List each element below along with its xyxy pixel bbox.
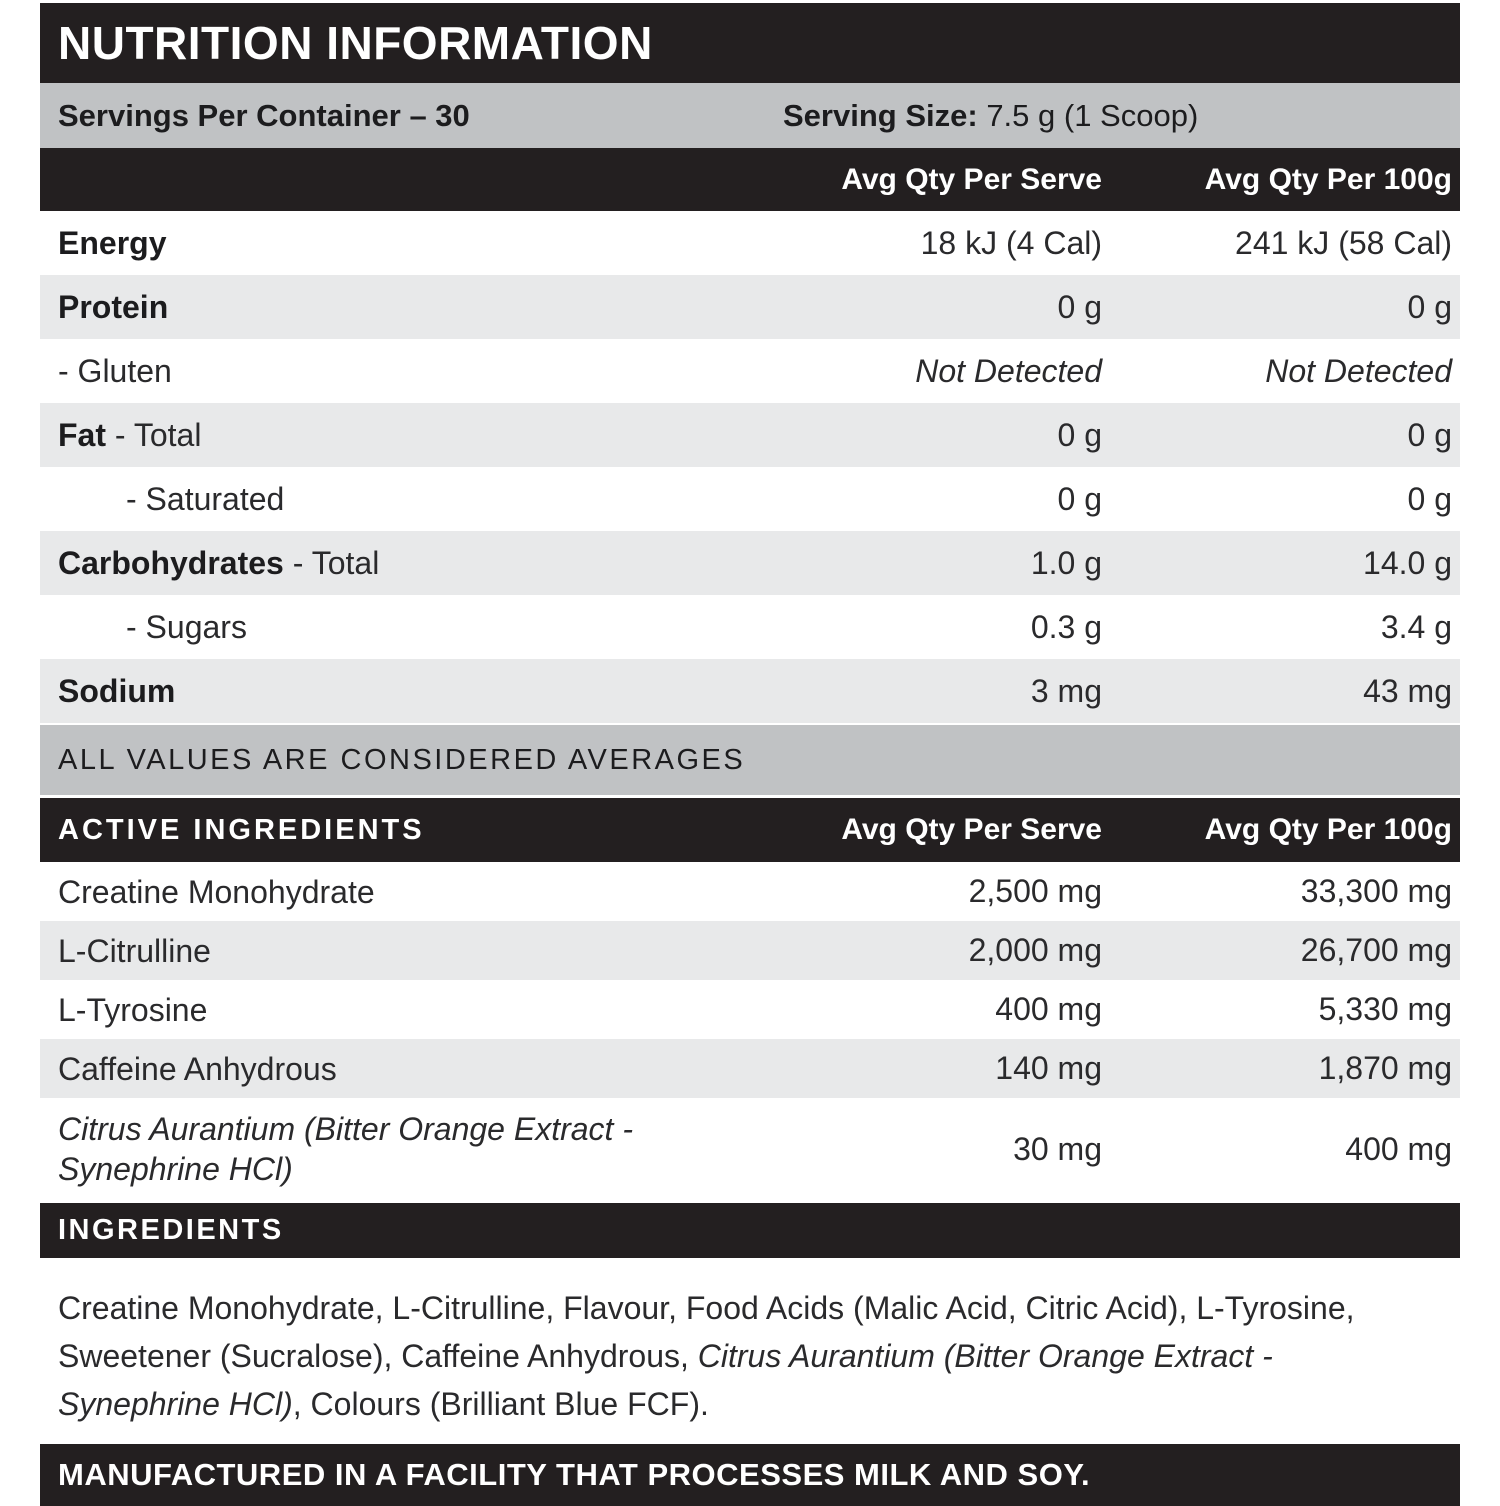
value-per-100g: 33,300 mg [1300, 873, 1452, 909]
value-per-serve: 2,500 mg [968, 873, 1102, 909]
nutrition-row [40, 595, 1460, 659]
col-header-per-100g: Avg Qty Per 100g [1204, 813, 1452, 846]
value-per-serve: 2,000 mg [968, 932, 1102, 968]
nutrition-table [40, 211, 1460, 723]
value-per-100g: 0 g [1407, 416, 1452, 453]
value-per-serve: 30 mg [1013, 1130, 1102, 1167]
value-per-100g: 43 mg [1363, 672, 1452, 709]
col-header-per-100g: Avg Qty Per 100g [1204, 162, 1452, 196]
ingredient-name: Caffeine Anhydrous [58, 1050, 337, 1087]
active-ingredients-title: ACTIVE INGREDIENTS [58, 813, 425, 846]
value-per-serve: 18 kJ (4 Cal) [920, 224, 1102, 261]
value-per-serve: 1.0 g [1030, 544, 1102, 581]
value-per-serve: Not Detected [915, 352, 1102, 389]
value-per-100g: 0 g [1407, 480, 1452, 517]
ingredients-text-part: Citrus Aurantium (Bitter Orange Extract - Synephrine HCl) [58, 1338, 1273, 1422]
serving-size-value: 7.5 g (1 Scoop) [986, 97, 1199, 133]
value-per-serve: 0 g [1057, 480, 1102, 517]
value-per-100g: 1,870 mg [1318, 1050, 1452, 1086]
value-per-serve: 400 mg [995, 991, 1102, 1027]
ingredient-name: Creatine Monohydrate [58, 873, 375, 910]
active-ingredients-header [40, 798, 1460, 862]
nutrient-label-bold: Energy [58, 224, 167, 261]
nutrient-label: - Sugars [126, 608, 247, 645]
value-per-100g: 3.4 g [1380, 608, 1452, 645]
servings-per-container: Servings Per Container – 30 [58, 97, 470, 133]
active-ingredient-row [40, 1039, 1460, 1098]
nutrient-label-bold: Fat [58, 416, 106, 453]
nutrition-row [40, 531, 1460, 595]
value-per-serve: 0 g [1057, 416, 1102, 453]
nutrient-label [58, 289, 772, 326]
value-per-100g: 14.0 g [1363, 544, 1452, 581]
nutrient-label: - Saturated [126, 480, 285, 517]
value-per-100g: 26,700 mg [1300, 932, 1452, 968]
nutrition-row [40, 211, 1460, 275]
nutrient-label [58, 673, 772, 710]
serving-size [783, 98, 1198, 134]
nutrient-label: - Gluten [58, 352, 172, 389]
ingredients-paragraph [40, 1284, 1460, 1428]
value-per-100g: Not Detected [1265, 352, 1452, 389]
nutrient-label-bold: Carbohydrates [58, 544, 284, 581]
value-per-serve: 140 mg [995, 1050, 1102, 1086]
nutrient-label-bold: Protein [58, 288, 169, 325]
ingredients-title: INGREDIENTS [58, 1214, 284, 1246]
col-header-per-serve: Avg Qty Per Serve [841, 162, 1102, 196]
ingredient-name: Citrus Aurantium (Bitter Orange Extract - Synephrine HCl) [58, 1111, 633, 1187]
active-ingredient-row [40, 1098, 1460, 1200]
value-per-serve: 0 g [1057, 288, 1102, 325]
value-per-100g: 241 kJ (58 Cal) [1235, 224, 1452, 261]
active-ingredients-table [40, 862, 1460, 1200]
ingredient-name: L-Tyrosine [58, 991, 208, 1028]
serving-size-label: Serving Size: [783, 97, 978, 133]
value-per-serve: 3 mg [1030, 672, 1102, 709]
page-title: NUTRITION INFORMATION [58, 17, 653, 69]
nutrition-column-header [40, 148, 1460, 211]
ingredients-text-part: Creatine Monohydrate, L-Citrulline, Flavour, Food Acids (Malic Acid, Citric Acid), L-Tyrosine, Sweetener (Sucralose), Caffeine Anhydrous, [58, 1290, 1355, 1374]
value-per-100g: 400 mg [1345, 1130, 1452, 1167]
value-per-serve: 0.3 g [1030, 608, 1102, 645]
servings-bar [40, 83, 1460, 148]
col-header-per-serve: Avg Qty Per Serve [841, 813, 1102, 846]
nutrition-row [40, 659, 1460, 723]
nutrition-row [40, 339, 1460, 403]
nutrient-label: Fat - Total [58, 416, 202, 453]
nutrition-label-panel [40, 3, 1460, 1506]
nutrition-row [40, 275, 1460, 339]
active-ingredient-row [40, 921, 1460, 980]
title-bar [40, 3, 1460, 83]
value-per-100g: 5,330 mg [1318, 991, 1452, 1027]
active-ingredient-row [40, 862, 1460, 921]
nutrient-label: Carbohydrates - Total [58, 544, 380, 581]
nutrient-label [58, 225, 772, 262]
value-per-100g: 0 g [1407, 288, 1452, 325]
active-ingredient-row [40, 980, 1460, 1039]
nutrition-row [40, 467, 1460, 531]
averages-note: ALL VALUES ARE CONSIDERED AVERAGES [40, 725, 1460, 795]
ingredients-text-part: , Colours (Brilliant Blue FCF). [292, 1386, 709, 1422]
ingredient-name: L-Citrulline [58, 932, 211, 969]
nutrient-label-bold: Sodium [58, 672, 176, 709]
nutrition-row [40, 403, 1460, 467]
ingredients-header [40, 1203, 1460, 1258]
allergen-footer: MANUFACTURED IN A FACILITY THAT PROCESSES MILK AND SOY. [40, 1444, 1460, 1506]
